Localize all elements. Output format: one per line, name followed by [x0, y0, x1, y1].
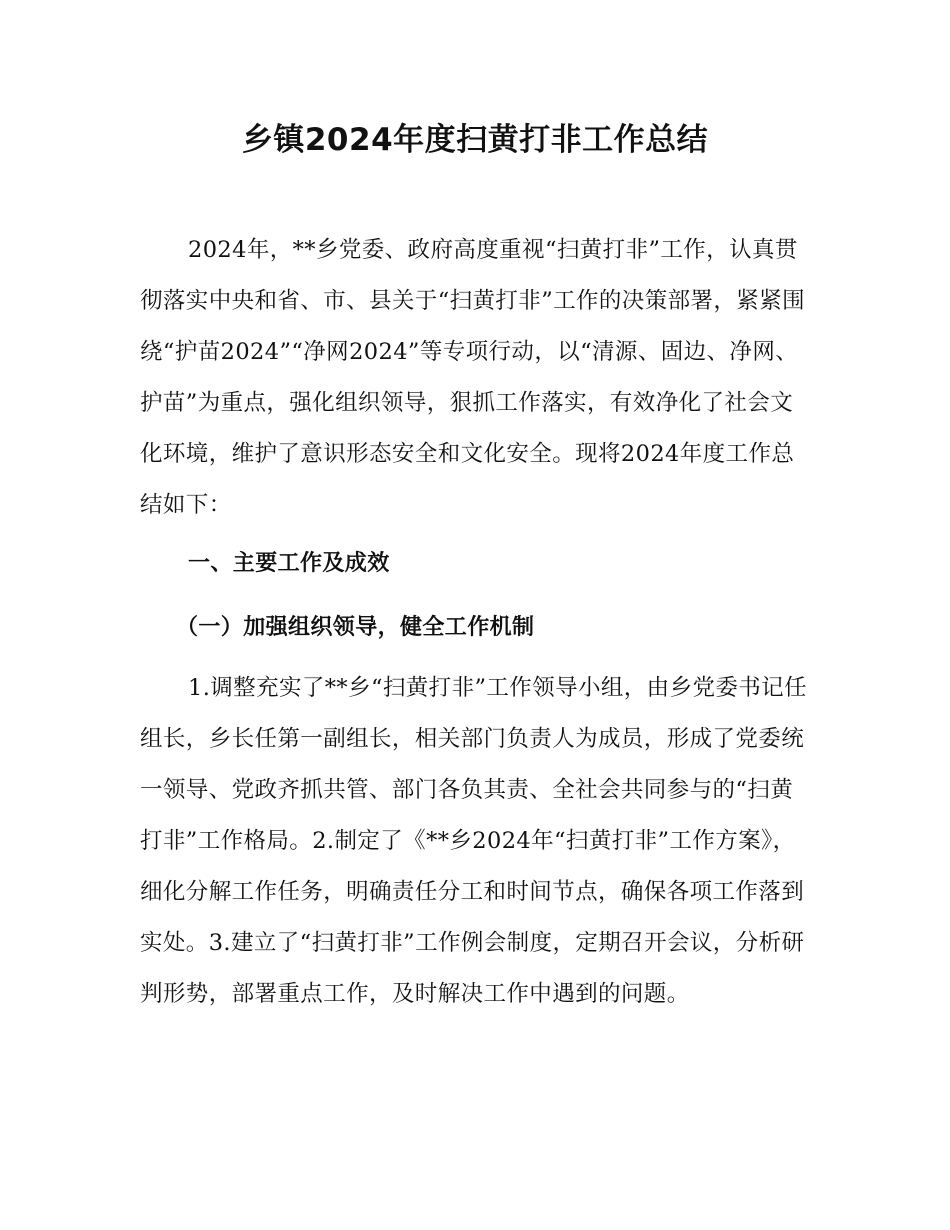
subsection-paragraph-organization: 1.调整充实了**乡“扫黄打非”工作领导小组，由乡党委书记任组长，乡长任第一副组长，相关部门负责人为成员，形成了党委统一领导、党政齐抓共管、部门各负其责、全社会共同参与的“扫黄打非”工作格局。2.制定了《**乡2024年“扫黄打非”工作方案》，细化分解工作任务，明确责任分工和时间节点，确保各项工作落到实处。3.建立了“扫黄打非”工作例会制度，定期召开会议，分析研判形势，部署重点工作，及时解决工作中遇到的问题。 [140, 675, 807, 1007]
section-heading-main-work: 一、主要工作及成效 [188, 551, 390, 576]
document-title: 乡镇2024年度扫黄打非工作总结 [241, 122, 709, 158]
document-body [140, 225, 812, 1027]
intro-paragraph: 2024年，**乡党委、政府高度重视“扫黄打非”工作，认真贯彻落实中央和省、市、县关于“扫黄打非”工作的决策部署，紧紧围绕“护苗2024”“净网2024”等专项行动，以“清源、固边、净网、护苗”为重点，强化组织领导，狠抓工作落实，有效净化了社会文化环境，维护了意识形态安全和文化安全。现将2024年度工作总结如下： [140, 237, 806, 518]
subsection-heading-organization: （一）加强组织领导，健全工作机制 [176, 615, 535, 640]
